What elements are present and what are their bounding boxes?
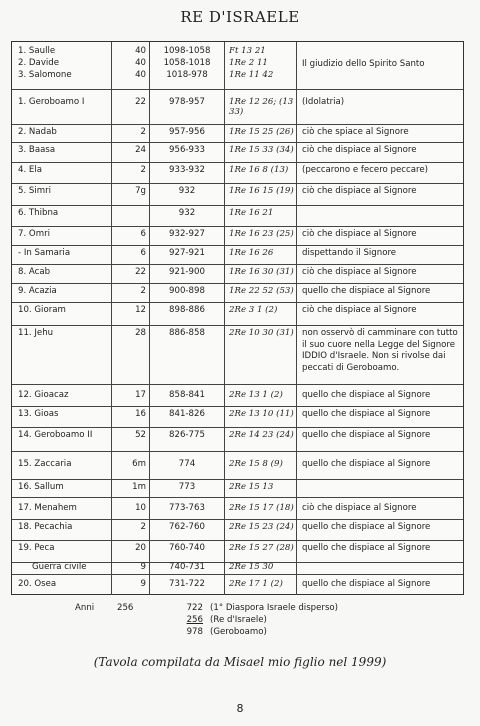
table-row	[12, 283, 463, 303]
reign-years: 52	[112, 427, 150, 451]
reign-dates: 921-900	[150, 264, 225, 283]
judgment: quello che dispiace al Signore	[302, 286, 431, 296]
table-row	[12, 325, 463, 385]
reign-dates: 773-763	[150, 497, 225, 519]
table-row	[12, 479, 463, 498]
king-name: 3. Baasa	[12, 142, 112, 162]
reign-dates: 886-858	[150, 325, 225, 384]
table-row	[12, 226, 463, 246]
reign-years: 2	[112, 162, 150, 183]
summary-value: 722	[186, 603, 203, 613]
bible-reference: 2Re 13 1 (2)	[225, 384, 297, 406]
judgment: Il giudizio dello Spirito Santo	[302, 59, 425, 69]
bible-reference: 1Re 22 52 (53)	[225, 283, 297, 302]
bible-reference: 2Re 3 1 (2)	[225, 302, 297, 325]
reign-years: 20	[112, 540, 150, 562]
reign-years: 6	[112, 245, 150, 264]
summary-value: 978	[186, 627, 203, 637]
reign-years: 12	[112, 302, 150, 325]
judgment: dispettando il Signore	[302, 248, 397, 258]
king-name: 1. Geroboamo I	[12, 89, 112, 124]
bible-reference: 2Re 15 17 (18)	[225, 497, 297, 519]
reign-dates: 760-740	[150, 540, 225, 562]
summary-desc: (1° Diaspora Israele disperso)	[210, 603, 339, 613]
reign-dates: 731-722	[150, 575, 225, 595]
king-name: 17. Menahem	[12, 497, 112, 519]
judgment: quello che dispiace al Signore	[302, 579, 431, 589]
king-name: 19. Peca	[12, 540, 112, 562]
summary-desc: (Geroboamo)	[210, 627, 267, 637]
bible-reference: 1Re 16 23 (25)	[225, 226, 297, 245]
judgment: ciò che dispiace al Signore	[302, 503, 417, 513]
table-row	[12, 89, 463, 125]
reign-dates: 927-921	[150, 245, 225, 264]
king-name: 9. Acazia	[12, 283, 112, 302]
judgment: quello che dispiace al Signore	[302, 459, 431, 469]
summary-total: 256	[117, 603, 134, 613]
bible-reference: 2Re 13 10 (11)	[225, 406, 297, 427]
table-row	[12, 42, 463, 90]
king-name: - In Samaria	[12, 245, 112, 264]
reign-years: 6m	[112, 451, 150, 479]
reign-dates: 898-886	[150, 302, 225, 325]
table-row	[12, 245, 463, 265]
reign-years: 9	[112, 575, 150, 595]
king-name: 20. Osea	[12, 575, 112, 595]
reign-dates: 773	[150, 479, 225, 497]
bible-reference: 1Re 16 30 (31)	[225, 264, 297, 283]
reign-dates: 826-775	[150, 427, 225, 451]
judgment: (Idolatria)	[302, 97, 345, 107]
king-name: 2. Nadab	[12, 124, 112, 142]
judgment: quello che dispiace al Signore	[302, 522, 431, 532]
reign-years: 22	[112, 264, 150, 283]
reign-years: 24	[112, 142, 150, 162]
reign-years: 2	[112, 519, 150, 540]
reign-dates: 774	[150, 451, 225, 479]
judgment: ciò che dispiace al Signore	[302, 145, 417, 155]
bible-reference: 1Re 16 8 (13)	[225, 162, 297, 183]
reign-dates: 858-841	[150, 384, 225, 406]
table-row	[12, 562, 463, 574]
bible-reference: 1Re 15 25 (26)	[225, 124, 297, 142]
judgment: quello che dispiace al Signore	[302, 543, 431, 553]
king-name: 5. Simri	[12, 183, 112, 205]
bible-reference: 2Re 15 27 (28)	[225, 540, 297, 562]
reign-dates: 932	[150, 205, 225, 226]
summary-label: Anni	[75, 603, 95, 613]
table-row	[12, 497, 463, 520]
bible-reference: 2Re 15 30	[225, 562, 297, 574]
reign-years: 10	[112, 497, 150, 519]
king-name: 8. Acab	[12, 264, 112, 283]
page-title: RE D'ISRAELE	[180, 8, 300, 26]
judgment	[297, 562, 463, 574]
reign-years: 16	[112, 406, 150, 427]
reign-dates: 933-932	[150, 162, 225, 183]
table-row	[12, 124, 463, 143]
king-name: 11. Jehu	[12, 325, 112, 384]
reign-years	[112, 205, 150, 226]
bible-reference: 1Re 16 15 (19)	[225, 183, 297, 205]
bible-reference: Ft 13 21 1Re 2 11 1Re 11 42	[225, 42, 297, 89]
reign-years: 40 40 40	[112, 42, 150, 89]
reign-dates: 740-731	[150, 562, 225, 574]
reign-years: 17	[112, 384, 150, 406]
king-name: 4. Ela	[12, 162, 112, 183]
king-name: 12. Gioacaz	[12, 384, 112, 406]
bible-reference: 2Re 15 13	[225, 479, 297, 497]
judgment: ciò che spiace al Signore	[302, 127, 409, 137]
judgment: (peccarono e fecero peccare)	[302, 165, 428, 175]
judgment: ciò che dispiace al Signore	[302, 229, 417, 239]
king-name: 18. Pecachia	[12, 519, 112, 540]
table-row	[12, 540, 463, 563]
reign-dates: 932	[150, 183, 225, 205]
table-row	[12, 183, 463, 206]
king-name: 6. Thibna	[12, 205, 112, 226]
kings-table	[11, 41, 464, 595]
table-row	[12, 451, 463, 480]
king-name: 14. Geroboamo II	[12, 427, 112, 451]
bible-reference: 1Re 16 26	[225, 245, 297, 264]
judgment: quello che dispiace al Signore	[302, 390, 431, 400]
table-row	[12, 162, 463, 184]
page-number: 8	[236, 702, 244, 715]
summary-desc: (Re d'Israele)	[210, 615, 267, 625]
reign-dates: 932-927	[150, 226, 225, 245]
bible-reference: 2Re 14 23 (24)	[225, 427, 297, 451]
table-row	[12, 406, 463, 428]
king-name: 1. Saulle 2. Davide 3. Salomone	[12, 42, 112, 89]
reign-years: 1m	[112, 479, 150, 497]
table-row	[12, 302, 463, 326]
reign-dates: 762-760	[150, 519, 225, 540]
king-name: 16. Sallum	[12, 479, 112, 497]
table-row	[12, 574, 463, 595]
king-name: 15. Zaccaria	[12, 451, 112, 479]
king-name: 13. Gioas	[12, 406, 112, 427]
judgment: ciò che dispiace al Signore	[302, 305, 417, 315]
table-row	[12, 427, 463, 452]
reign-dates: 978-957	[150, 89, 225, 124]
reign-years: 6	[112, 226, 150, 245]
table-row	[12, 384, 463, 407]
bible-reference: 2Re 15 23 (24)	[225, 519, 297, 540]
reign-years: 7g	[112, 183, 150, 205]
reign-years: 22	[112, 89, 150, 124]
summary-value: 256	[186, 615, 203, 625]
judgment	[297, 205, 463, 226]
king-name: 7. Omri	[12, 226, 112, 245]
judgment: quello che dispiace al Signore	[302, 430, 431, 440]
bible-reference: 2Re 17 1 (2)	[225, 575, 297, 595]
reign-years: 28	[112, 325, 150, 384]
table-row	[12, 264, 463, 284]
reign-dates: 957-956	[150, 124, 225, 142]
bible-reference: 2Re 10 30 (31)	[225, 325, 297, 384]
reign-dates: 1098-1058 1058-1018 1018-978	[150, 42, 225, 89]
table-row	[12, 519, 463, 541]
judgment: ciò che dispiace al Signore	[302, 267, 417, 277]
reign-dates: 900-898	[150, 283, 225, 302]
bible-reference: 2Re 15 8 (9)	[225, 451, 297, 479]
judgment	[297, 479, 463, 497]
king-name: 10. Gioram	[12, 302, 112, 325]
table-row	[12, 142, 463, 163]
table-row	[12, 205, 463, 227]
caption: (Tavola compilata da Misael mio figlio nel 1999)	[93, 655, 387, 669]
king-name: Guerra civile	[12, 562, 112, 574]
bible-reference: 1Re 12 26; (13 33)	[225, 89, 297, 124]
judgment: quello che dispiace al Signore	[302, 409, 431, 419]
reign-dates: 841-826	[150, 406, 225, 427]
bible-reference: 1Re 16 21	[225, 205, 297, 226]
reign-years: 2	[112, 124, 150, 142]
judgment: ciò che dispiace al Signore	[302, 186, 417, 196]
bible-reference: 1Re 15 33 (34)	[225, 142, 297, 162]
reign-dates: 956-933	[150, 142, 225, 162]
reign-years: 2	[112, 283, 150, 302]
reign-years: 9	[112, 562, 150, 574]
judgment: non osservò di camminare con tutto il suo cuore nella Legge del Signore IDDIO d'Israele. Non si rivolse dai peccati di Geroboamo.	[302, 328, 458, 373]
